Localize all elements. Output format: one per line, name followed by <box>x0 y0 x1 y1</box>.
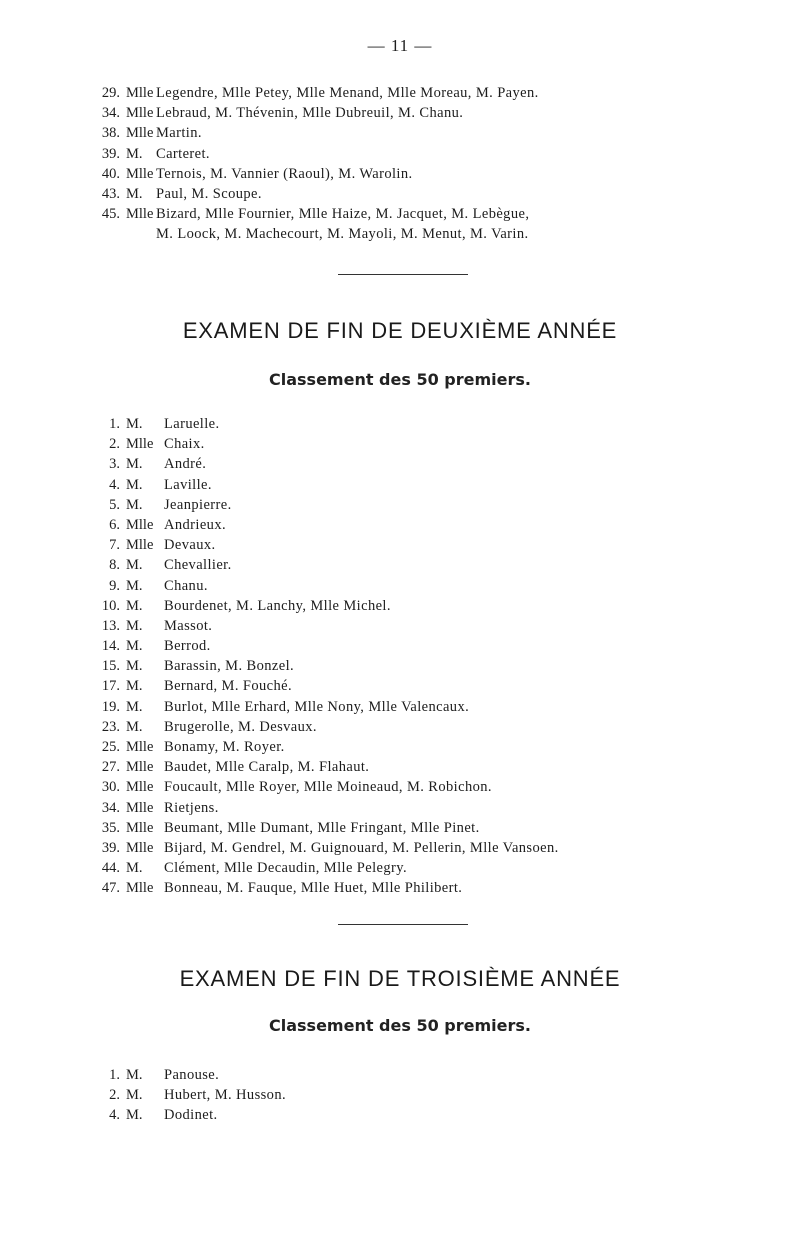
list-item <box>0 83 800 103</box>
civil-title: Mlle <box>126 799 154 816</box>
rank-number: 27. <box>101 759 120 776</box>
student-names: Massot. <box>164 617 213 634</box>
list-item <box>0 454 800 474</box>
student-names: Barassin, M. Bonzel. <box>164 658 295 675</box>
list-item <box>0 204 800 224</box>
rank-number: 15. <box>101 658 120 675</box>
list-item <box>0 656 800 676</box>
student-names: Burlot, Mlle Erhard, Mlle Nony, Mlle Valencaux. <box>164 698 470 715</box>
civil-title: Mlle <box>126 839 154 856</box>
civil-title: M. <box>126 678 143 695</box>
student-names: Hubert, M. Husson. <box>164 1087 286 1104</box>
list-item <box>0 123 800 143</box>
list-item <box>0 676 800 696</box>
civil-title: Mlle <box>126 206 154 223</box>
civil-title: M. <box>126 456 143 473</box>
student-names: Foucault, Mlle Royer, Mlle Moineaud, M. Robichon. <box>164 779 492 796</box>
rank-number: 1. <box>109 416 120 432</box>
student-names: Chaix. <box>164 436 205 453</box>
list-item <box>0 144 800 164</box>
rank-number: 23. <box>101 718 120 735</box>
list-item <box>0 184 800 204</box>
student-names: Clément, Mlle Decaudin, Mlle Pelegry. <box>164 860 407 877</box>
student-names: Bijard, M. Gendrel, M. Guignouard, M. Pellerin, Mlle Vansoen. <box>164 839 559 856</box>
civil-title: Mlle <box>126 739 154 755</box>
rank-number: 4. <box>109 476 120 493</box>
rank-number: 40. <box>101 165 120 182</box>
rank-number: 38. <box>101 125 120 142</box>
top-ranking-list <box>0 83 800 244</box>
list-item <box>0 838 800 858</box>
list-item <box>0 475 800 495</box>
civil-title: M. <box>126 617 143 634</box>
student-names: Laville. <box>164 476 212 493</box>
civil-title: Mlle <box>126 165 154 182</box>
civil-title: M. <box>126 557 143 574</box>
list-item <box>0 535 800 555</box>
student-names: Bernard, M. Fouché. <box>164 678 293 695</box>
rank-number: 9. <box>109 577 120 594</box>
student-names: Paul, M. Scoupe. <box>156 185 262 202</box>
civil-title: M. <box>126 860 143 877</box>
rank-number: 19. <box>101 698 120 715</box>
student-names: Baudet, Mlle Caralp, M. Flahaut. <box>164 759 370 776</box>
civil-title: Mlle <box>126 819 154 836</box>
civil-title: M. <box>126 718 143 735</box>
section-divider <box>338 274 468 275</box>
civil-title: Mlle <box>126 105 154 122</box>
rank-number: 6. <box>109 516 120 533</box>
student-names: Jeanpierre. <box>164 496 232 513</box>
student-names: Devaux. <box>164 537 216 554</box>
civil-title: M. <box>126 496 143 513</box>
student-names: Rietjens. <box>164 799 219 816</box>
civil-title: M. <box>126 1087 143 1104</box>
list-item <box>0 777 800 797</box>
section-heading: EXAMEN DE FIN DE TROISIÈME ANNÉE <box>179 966 621 991</box>
page-number: — 11 — <box>367 36 433 55</box>
student-names: Brugerolle, M. Desvaux. <box>164 718 317 735</box>
student-names: Legendre, Mlle Petey, Mlle Menand, Mlle Moreau, M. Payen. <box>156 85 539 101</box>
list-item <box>0 414 800 434</box>
list-item <box>0 818 800 838</box>
civil-title: Mlle <box>126 779 154 796</box>
civil-title: M. <box>126 145 143 162</box>
rank-number: 1. <box>109 1067 120 1083</box>
civil-title: Mlle <box>126 436 154 453</box>
student-names: Dodinet. <box>164 1107 218 1124</box>
rank-number: 2. <box>109 436 120 453</box>
section-heading: EXAMEN DE FIN DE DEUXIÈME ANNÉE <box>182 318 618 343</box>
student-names: Chevallier. <box>164 557 232 574</box>
rank-number: 14. <box>101 638 120 655</box>
civil-title: Mlle <box>126 759 154 776</box>
student-names: Bonamy, M. Royer. <box>164 739 285 755</box>
list-item <box>0 858 800 878</box>
list-item <box>0 596 800 616</box>
rank-number: 39. <box>101 839 120 856</box>
rank-number: 25. <box>101 739 120 755</box>
rank-number: 34. <box>101 799 120 816</box>
rank-number: 45. <box>101 206 120 223</box>
list-item <box>0 636 800 656</box>
civil-title: M. <box>126 476 143 493</box>
ranking-list <box>0 1065 800 1126</box>
civil-title: Mlle <box>126 880 154 897</box>
civil-title: M. <box>126 1067 143 1083</box>
section-subheading: Classement des 50 premiers. <box>269 370 531 389</box>
list-item <box>0 697 800 717</box>
civil-title: M. <box>126 185 143 202</box>
list-item <box>0 103 800 123</box>
rank-number: 7. <box>109 537 120 554</box>
list-item <box>0 757 800 777</box>
rank-number: 34. <box>101 105 120 122</box>
civil-title: M. <box>126 638 143 655</box>
student-names: Bizard, Mlle Fournier, Mlle Haize, M. Jacquet, M. Lebègue, <box>156 206 530 223</box>
rank-number: 29. <box>101 85 120 101</box>
student-names: Panouse. <box>164 1067 220 1083</box>
list-item <box>0 616 800 636</box>
rank-number: 8. <box>109 557 120 574</box>
student-names: Lebraud, M. Thévenin, Mlle Dubreuil, M. Chanu. <box>156 105 464 122</box>
student-names: Beumant, Mlle Dumant, Mlle Fringant, Mlle Pinet. <box>164 819 480 836</box>
section-divider <box>338 924 468 925</box>
list-item <box>0 737 800 757</box>
civil-title: M. <box>126 698 143 715</box>
student-names: Martin. <box>156 125 202 142</box>
list-item <box>0 1065 800 1085</box>
civil-title: M. <box>126 658 143 675</box>
rank-number: 30. <box>101 779 120 796</box>
rank-number: 10. <box>101 597 120 614</box>
rank-number: 17. <box>101 678 120 695</box>
rank-number: 5. <box>109 496 120 513</box>
student-names: Laruelle. <box>164 416 220 432</box>
list-item <box>0 798 800 818</box>
student-names: André. <box>164 456 207 473</box>
student-names: Carteret. <box>156 145 210 162</box>
list-item <box>0 515 800 535</box>
list-item <box>0 878 800 898</box>
list-item <box>0 576 800 596</box>
rank-number: 13. <box>101 617 120 634</box>
list-item <box>0 1085 800 1105</box>
civil-title: M. <box>126 416 143 432</box>
student-names: Ternois, M. Vannier (Raoul), M. Warolin. <box>156 165 413 182</box>
civil-title: M. <box>126 577 143 594</box>
rank-number: 4. <box>109 1107 120 1124</box>
civil-title: Mlle <box>126 537 154 554</box>
student-names: Chanu. <box>164 577 208 594</box>
list-item <box>0 1105 800 1125</box>
civil-title: M. <box>126 597 143 614</box>
civil-title: Mlle <box>126 125 154 142</box>
rank-number: 44. <box>101 860 120 877</box>
civil-title: Mlle <box>126 516 154 533</box>
rank-number: 35. <box>101 819 120 836</box>
list-item <box>0 555 800 575</box>
list-item <box>0 495 800 515</box>
civil-title: M. <box>126 1107 143 1124</box>
rank-number: 3. <box>109 456 120 473</box>
list-item <box>0 717 800 737</box>
list-item <box>0 434 800 454</box>
list-item <box>0 164 800 184</box>
section-subheading: Classement des 50 premiers. <box>269 1016 531 1035</box>
ranking-list <box>0 414 800 899</box>
student-names: Berrod. <box>164 638 211 655</box>
student-names: Andrieux. <box>164 516 226 533</box>
civil-title: Mlle <box>126 85 154 101</box>
student-names: Bourdenet, M. Lanchy, Mlle Michel. <box>164 597 391 614</box>
rank-number: 2. <box>109 1087 120 1104</box>
list-item-continuation <box>0 224 800 244</box>
rank-number: 47. <box>101 880 120 897</box>
student-names: M. Loock, M. Machecourt, M. Mayoli, M. Menut, M. Varin. <box>156 226 529 243</box>
student-names: Bonneau, M. Fauque, Mlle Huet, Mlle Philibert. <box>164 880 463 897</box>
rank-number: 39. <box>101 145 120 162</box>
rank-number: 43. <box>101 185 120 202</box>
